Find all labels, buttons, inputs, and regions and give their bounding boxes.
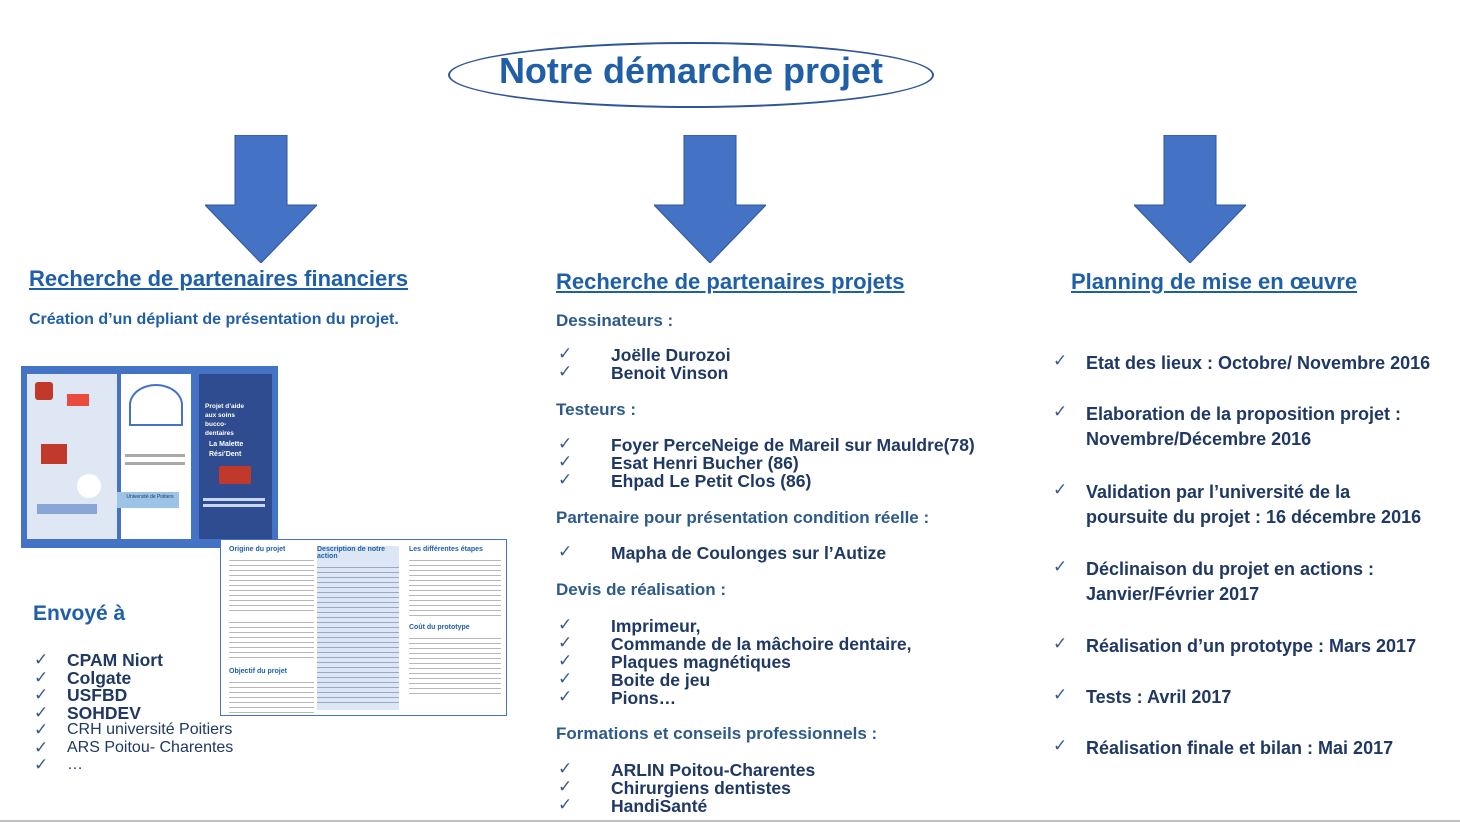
checkmark-icon: ✓ (558, 651, 573, 670)
planning-item: poursuite du projet : 16 décembre 2016 (1086, 507, 1422, 527)
brochure-col3-sub: Coût du prototype (409, 624, 470, 631)
brochure-col3-title: Les différentes étapes (409, 546, 483, 553)
checkmark-icon: ✓ (34, 685, 49, 704)
brochure-col1-title: Origine du projet (229, 546, 286, 553)
checkmark-icon: ✓ (1053, 685, 1068, 704)
recipient-item: USFBD (67, 685, 128, 705)
heading-project-partners: Recherche de partenaires projets (556, 269, 905, 294)
section-label: Formations et conseils professionnels : (556, 724, 878, 743)
bottom-divider (0, 820, 1460, 822)
checkmark-icon: ✓ (34, 720, 49, 739)
checkmark-icon: ✓ (558, 362, 573, 381)
brochure-back-image (220, 539, 507, 716)
checkmark-icon: ✓ (1053, 351, 1068, 370)
partner-item: Ehpad Le Petit Clos (86) (611, 471, 812, 491)
brochure-photo-panel (27, 374, 117, 539)
partner-item: Mapha de Coulonges sur l’Autize (611, 543, 887, 563)
brochure-middle-panel (121, 374, 191, 539)
checkmark-icon: ✓ (558, 777, 573, 796)
partner-item: Plaques magnétiques (611, 652, 791, 672)
checkmark-icon: ✓ (1053, 480, 1068, 499)
partner-item: Foyer PerceNeige de Mareil sur Mauldre(78) (611, 435, 975, 455)
partner-item: Benoit Vinson (611, 363, 729, 383)
checkmark-icon: ✓ (1053, 402, 1068, 421)
planning-item: Réalisation d’un prototype : Mars 2017 (1086, 636, 1417, 656)
partner-item: HandiSanté (611, 796, 708, 816)
brochure-cover-panel (199, 374, 272, 539)
planning-item: Validation par l’université de la (1086, 482, 1351, 502)
recipient-item: ARS Poitou- Charentes (67, 738, 234, 756)
checkmark-icon: ✓ (558, 633, 573, 652)
planning-item: Réalisation finale et bilan : Mai 2017 (1086, 738, 1394, 758)
heading-planning: Planning de mise en œuvre (1071, 269, 1358, 294)
brochure-panel-title: Projet d’aide aux soins bucco-dentaires (205, 403, 245, 437)
down-arrow-icon (654, 135, 766, 263)
checkmark-icon: ✓ (1053, 557, 1068, 576)
planning-item: Etat des lieux : Octobre/ Novembre 2016 (1086, 353, 1431, 373)
down-arrow-icon (1134, 135, 1246, 263)
heading-financial-partners: Recherche de partenaires financiers (29, 266, 409, 291)
down-arrow-icon (205, 135, 317, 263)
brochure-col2-title: Description de notre action (317, 546, 386, 560)
brochure-university: Université de Poitiers (126, 494, 174, 500)
checkmark-icon: ✓ (558, 344, 573, 363)
checkmark-icon: ✓ (558, 615, 573, 634)
recipient-item: CPAM Niort (67, 650, 163, 670)
checkmark-icon: ✓ (558, 759, 573, 778)
partner-item: Joëlle Durozoi (611, 345, 731, 365)
checkmark-icon: ✓ (558, 470, 573, 489)
checkmark-icon: ✓ (34, 737, 49, 757)
brochure-product-name: La Malette Rési’Dent (209, 441, 244, 458)
recipient-item: … (67, 756, 83, 773)
partner-item: Esat Henri Bucher (86) (611, 453, 799, 473)
checkmark-icon: ✓ (558, 669, 573, 688)
checkmark-icon: ✓ (34, 702, 49, 722)
partner-item: Imprimeur, (611, 616, 701, 636)
partner-item: Boite de jeu (611, 670, 711, 690)
brochure-front-image (21, 366, 278, 548)
section-label: Testeurs : (556, 400, 636, 419)
planning-item: Elaboration de la proposition projet : (1086, 404, 1402, 424)
partner-item: Chirurgiens dentistes (611, 778, 791, 798)
planning-item: Déclinaison du projet en actions : (1086, 559, 1375, 579)
checkmark-icon: ✓ (558, 687, 573, 706)
recipient-item: SOHDEV (67, 702, 141, 723)
section-label: Dessinateurs : (556, 311, 674, 330)
section-label: Devis de réalisation : (556, 580, 727, 599)
partner-item: Pions… (611, 688, 677, 708)
checkmark-icon: ✓ (1053, 736, 1068, 755)
partner-item: ARLIN Poitou-Charentes (611, 760, 816, 780)
sent-to-label: Envoyé à (33, 602, 126, 625)
section-label: Partenaire pour présentation condition réelle : (556, 508, 930, 527)
checkmark-icon: ✓ (558, 795, 573, 814)
page-title: Notre démarche projet (498, 50, 884, 91)
partner-item: Commande de la mâchoire dentaire, (611, 634, 912, 654)
checkmark-icon: ✓ (558, 434, 573, 453)
brochure-col1-sub: Objectif du projet (229, 668, 287, 675)
checkmark-icon: ✓ (558, 542, 573, 561)
checkmark-icon: ✓ (1053, 634, 1068, 653)
checkmark-icon: ✓ (558, 452, 573, 471)
checkmark-icon: ✓ (34, 667, 49, 687)
checkmark-icon: ✓ (34, 650, 49, 669)
checkmark-icon: ✓ (34, 755, 49, 774)
planning-item: Novembre/Décembre 2016 (1086, 429, 1312, 449)
planning-item: Tests : Avril 2017 (1086, 687, 1232, 707)
planning-item: Janvier/Février 2017 (1086, 584, 1260, 604)
recipient-item: CRH université Poitiers (67, 721, 233, 738)
recipient-item: Colgate (67, 667, 132, 688)
brochure-caption: Création d’un dépliant de présentation du projet. (29, 311, 399, 328)
